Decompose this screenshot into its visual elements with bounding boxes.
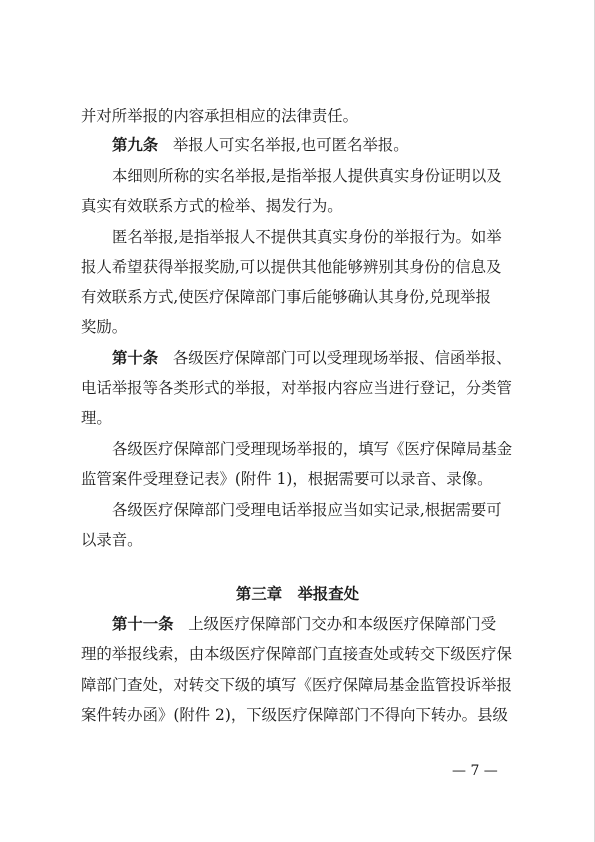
paragraph-line bbox=[81, 255, 501, 279]
line-text: 各级医疗保障部门可以受理现场举报、信函举报、 bbox=[172, 349, 512, 367]
paragraph-line bbox=[112, 437, 512, 461]
line-text: 举报人可实名举报,也可匿名举报。 bbox=[172, 136, 409, 154]
line-text: 理。 bbox=[81, 409, 112, 427]
line-text: 案件转办函》(附件 2)，下级医疗保障部门不得向下转办。县级 bbox=[81, 706, 508, 724]
paragraph-line bbox=[112, 498, 502, 522]
paragraph-line bbox=[81, 104, 358, 128]
paragraph-line bbox=[112, 612, 496, 636]
article-heading: 第十条 bbox=[112, 349, 159, 367]
line-text: 监管案件受理登记表》(附件 1)，根据需要可以录音、录像。 bbox=[81, 470, 493, 488]
paragraph-line bbox=[81, 528, 143, 552]
paragraph-line bbox=[81, 673, 512, 697]
article-heading: 第九条 bbox=[112, 136, 159, 154]
line-text: 各级医疗保障部门受理现场举报的，填写《医疗保障局基金 bbox=[112, 440, 513, 458]
paragraph-line bbox=[81, 376, 512, 400]
line-text: 匿名举报,是指举报人不提供其真实身份的举报行为。如举 bbox=[112, 228, 502, 246]
paragraph-line bbox=[81, 315, 127, 339]
line-text: 电话举报等各类形式的举报，对举报内容应当进行登记，分类管 bbox=[81, 379, 512, 397]
article-heading: 第十一条 bbox=[112, 615, 174, 633]
paragraph-line bbox=[81, 467, 492, 491]
paragraph-line bbox=[112, 225, 502, 249]
line-text: 报人希望获得举报奖励,可以提供其他能够辨别其身份的信息及 bbox=[81, 258, 502, 276]
paragraph-line bbox=[81, 406, 112, 430]
paragraph-line bbox=[81, 285, 491, 309]
line-text: 障部门查处，对转交下级的填写《医疗保障局基金监管投诉举报 bbox=[81, 676, 512, 694]
paragraph-line bbox=[81, 703, 508, 727]
paragraph-line bbox=[81, 194, 343, 218]
line-text: 上级医疗保障部门交办和本级医疗保障部门受 bbox=[188, 615, 497, 633]
paragraph-line bbox=[81, 642, 512, 666]
line-text: 本细则所称的实名举报,是指举报人提供真实身份证明以及 bbox=[112, 167, 502, 185]
line-text: 真实有效联系方式的检举、揭发行为。 bbox=[81, 197, 343, 215]
line-text: 并对所举报的内容承担相应的法律责任。 bbox=[81, 107, 359, 125]
paragraph-line bbox=[112, 346, 511, 370]
line-text: 奖励。 bbox=[81, 318, 128, 336]
page-number: — 7 — bbox=[452, 763, 498, 779]
paragraph-line bbox=[112, 164, 502, 188]
line-text: 以录音。 bbox=[81, 531, 143, 549]
chapter-heading: 第三章 举报查处 bbox=[235, 585, 360, 603]
line-text: 各级医疗保障部门受理电话举报应当如实记录,根据需要可 bbox=[112, 501, 502, 519]
line-text: 理的举报线索，由本级医疗保障部门直接查处或转交下级医疗保 bbox=[81, 645, 512, 663]
paragraph-line bbox=[112, 133, 409, 157]
line-text: 有效联系方式,使医疗保障部门事后能够确认其身份,兑现举报 bbox=[81, 288, 491, 306]
